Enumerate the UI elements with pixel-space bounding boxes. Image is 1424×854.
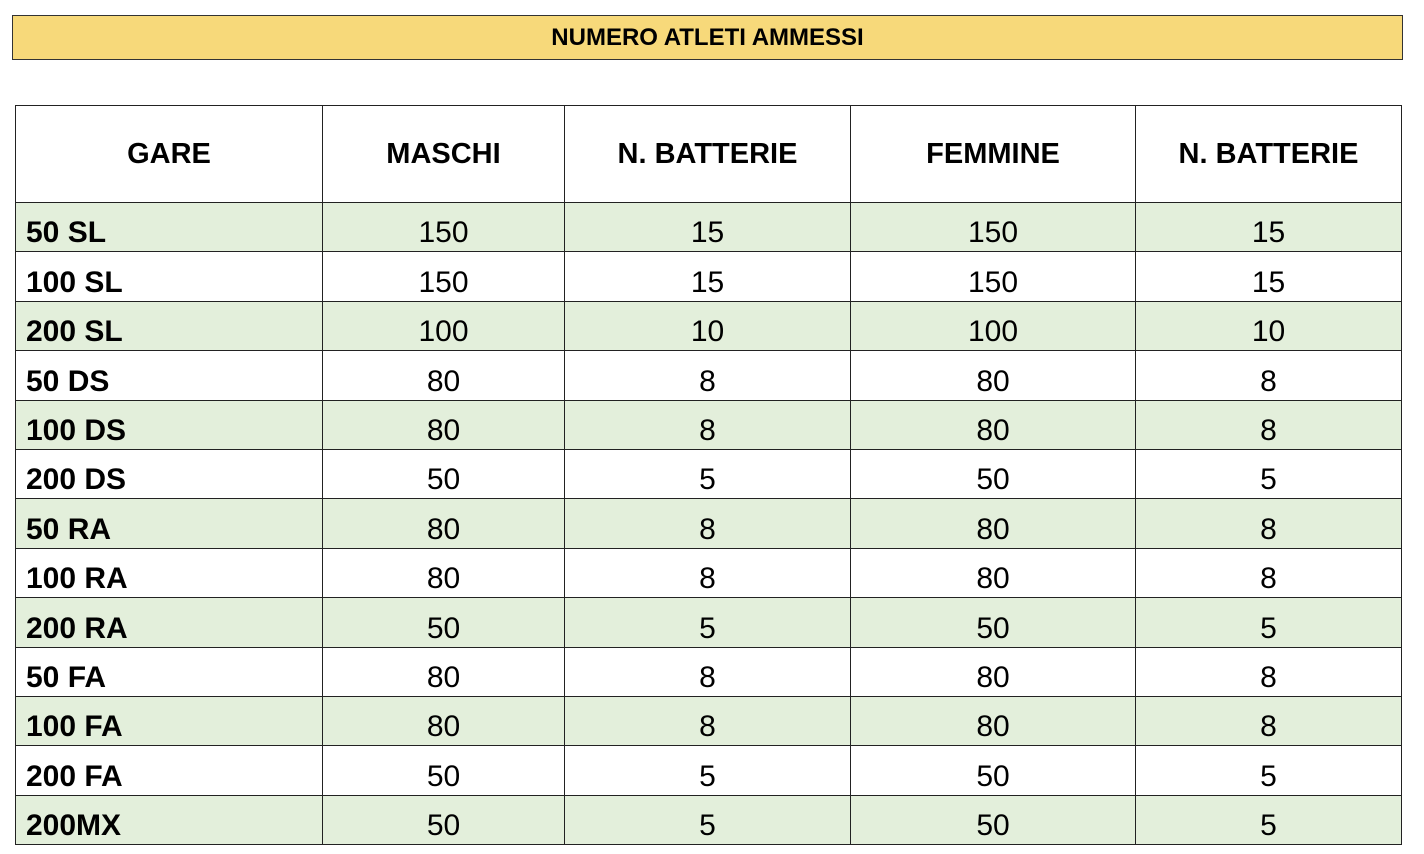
cell-femmine: 50 [851,795,1136,844]
table-row [16,647,1402,696]
cell-n-batterie-femmine: 8 [1136,351,1402,400]
cell-femmine: 150 [851,252,1136,301]
table-row [16,548,1402,597]
cell-gare: 200 DS [16,449,323,498]
cell-gare: 50 RA [16,499,323,548]
table-row [16,252,1402,301]
cell-femmine: 80 [851,647,1136,696]
cell-maschi: 50 [323,449,565,498]
cell-n-batterie-maschi: 15 [565,252,851,301]
cell-n-batterie-maschi: 8 [565,696,851,745]
table-header-row [16,106,1402,203]
cell-maschi: 80 [323,548,565,597]
table-row [16,400,1402,449]
table-row [16,203,1402,252]
cell-n-batterie-maschi: 5 [565,795,851,844]
cell-femmine: 80 [851,548,1136,597]
cell-n-batterie-femmine: 5 [1136,449,1402,498]
cell-femmine: 80 [851,499,1136,548]
cell-gare: 200 SL [16,301,323,350]
column-header-n-batterie-maschi: N. BATTERIE [565,106,851,203]
cell-femmine: 80 [851,400,1136,449]
cell-femmine: 150 [851,203,1136,252]
cell-n-batterie-maschi: 5 [565,746,851,795]
cell-maschi: 80 [323,400,565,449]
column-header-maschi: MASCHI [323,106,565,203]
page-title: NUMERO ATLETI AMMESSI [12,15,1403,60]
cell-femmine: 80 [851,351,1136,400]
cell-maschi: 150 [323,252,565,301]
cell-gare: 200 RA [16,598,323,647]
cell-n-batterie-femmine: 5 [1136,795,1402,844]
cell-n-batterie-maschi: 8 [565,548,851,597]
cell-n-batterie-femmine: 5 [1136,598,1402,647]
cell-n-batterie-femmine: 5 [1136,746,1402,795]
cell-n-batterie-maschi: 5 [565,449,851,498]
table-row [16,598,1402,647]
cell-gare: 100 SL [16,252,323,301]
cell-maschi: 50 [323,598,565,647]
cell-n-batterie-maschi: 15 [565,203,851,252]
cell-n-batterie-maschi: 8 [565,400,851,449]
cell-n-batterie-maschi: 8 [565,647,851,696]
cell-gare: 200 FA [16,746,323,795]
table-row [16,746,1402,795]
cell-gare: 50 SL [16,203,323,252]
cell-n-batterie-femmine: 15 [1136,203,1402,252]
cell-maschi: 150 [323,203,565,252]
cell-maschi: 100 [323,301,565,350]
table-row [16,301,1402,350]
cell-n-batterie-femmine: 10 [1136,301,1402,350]
cell-n-batterie-maschi: 8 [565,499,851,548]
cell-maschi: 80 [323,696,565,745]
cell-gare: 200MX [16,795,323,844]
cell-gare: 100 DS [16,400,323,449]
cell-n-batterie-femmine: 8 [1136,499,1402,548]
table-row [16,795,1402,844]
cell-gare: 100 RA [16,548,323,597]
cell-n-batterie-maschi: 10 [565,301,851,350]
cell-maschi: 80 [323,647,565,696]
column-header-n-batterie-femmine: N. BATTERIE [1136,106,1402,203]
athletes-table [15,105,1402,845]
cell-gare: 50 FA [16,647,323,696]
cell-n-batterie-femmine: 8 [1136,548,1402,597]
column-header-femmine: FEMMINE [851,106,1136,203]
cell-maschi: 80 [323,351,565,400]
cell-n-batterie-femmine: 8 [1136,647,1402,696]
cell-n-batterie-femmine: 8 [1136,696,1402,745]
cell-femmine: 50 [851,746,1136,795]
cell-n-batterie-femmine: 15 [1136,252,1402,301]
table-row [16,351,1402,400]
cell-n-batterie-femmine: 8 [1136,400,1402,449]
cell-gare: 100 FA [16,696,323,745]
cell-femmine: 80 [851,696,1136,745]
cell-femmine: 100 [851,301,1136,350]
cell-n-batterie-maschi: 5 [565,598,851,647]
cell-femmine: 50 [851,449,1136,498]
table-row [16,499,1402,548]
cell-maschi: 50 [323,795,565,844]
cell-n-batterie-maschi: 8 [565,351,851,400]
cell-maschi: 80 [323,499,565,548]
cell-maschi: 50 [323,746,565,795]
cell-femmine: 50 [851,598,1136,647]
cell-gare: 50 DS [16,351,323,400]
table-row [16,696,1402,745]
column-header-gare: GARE [16,106,323,203]
table-row [16,449,1402,498]
